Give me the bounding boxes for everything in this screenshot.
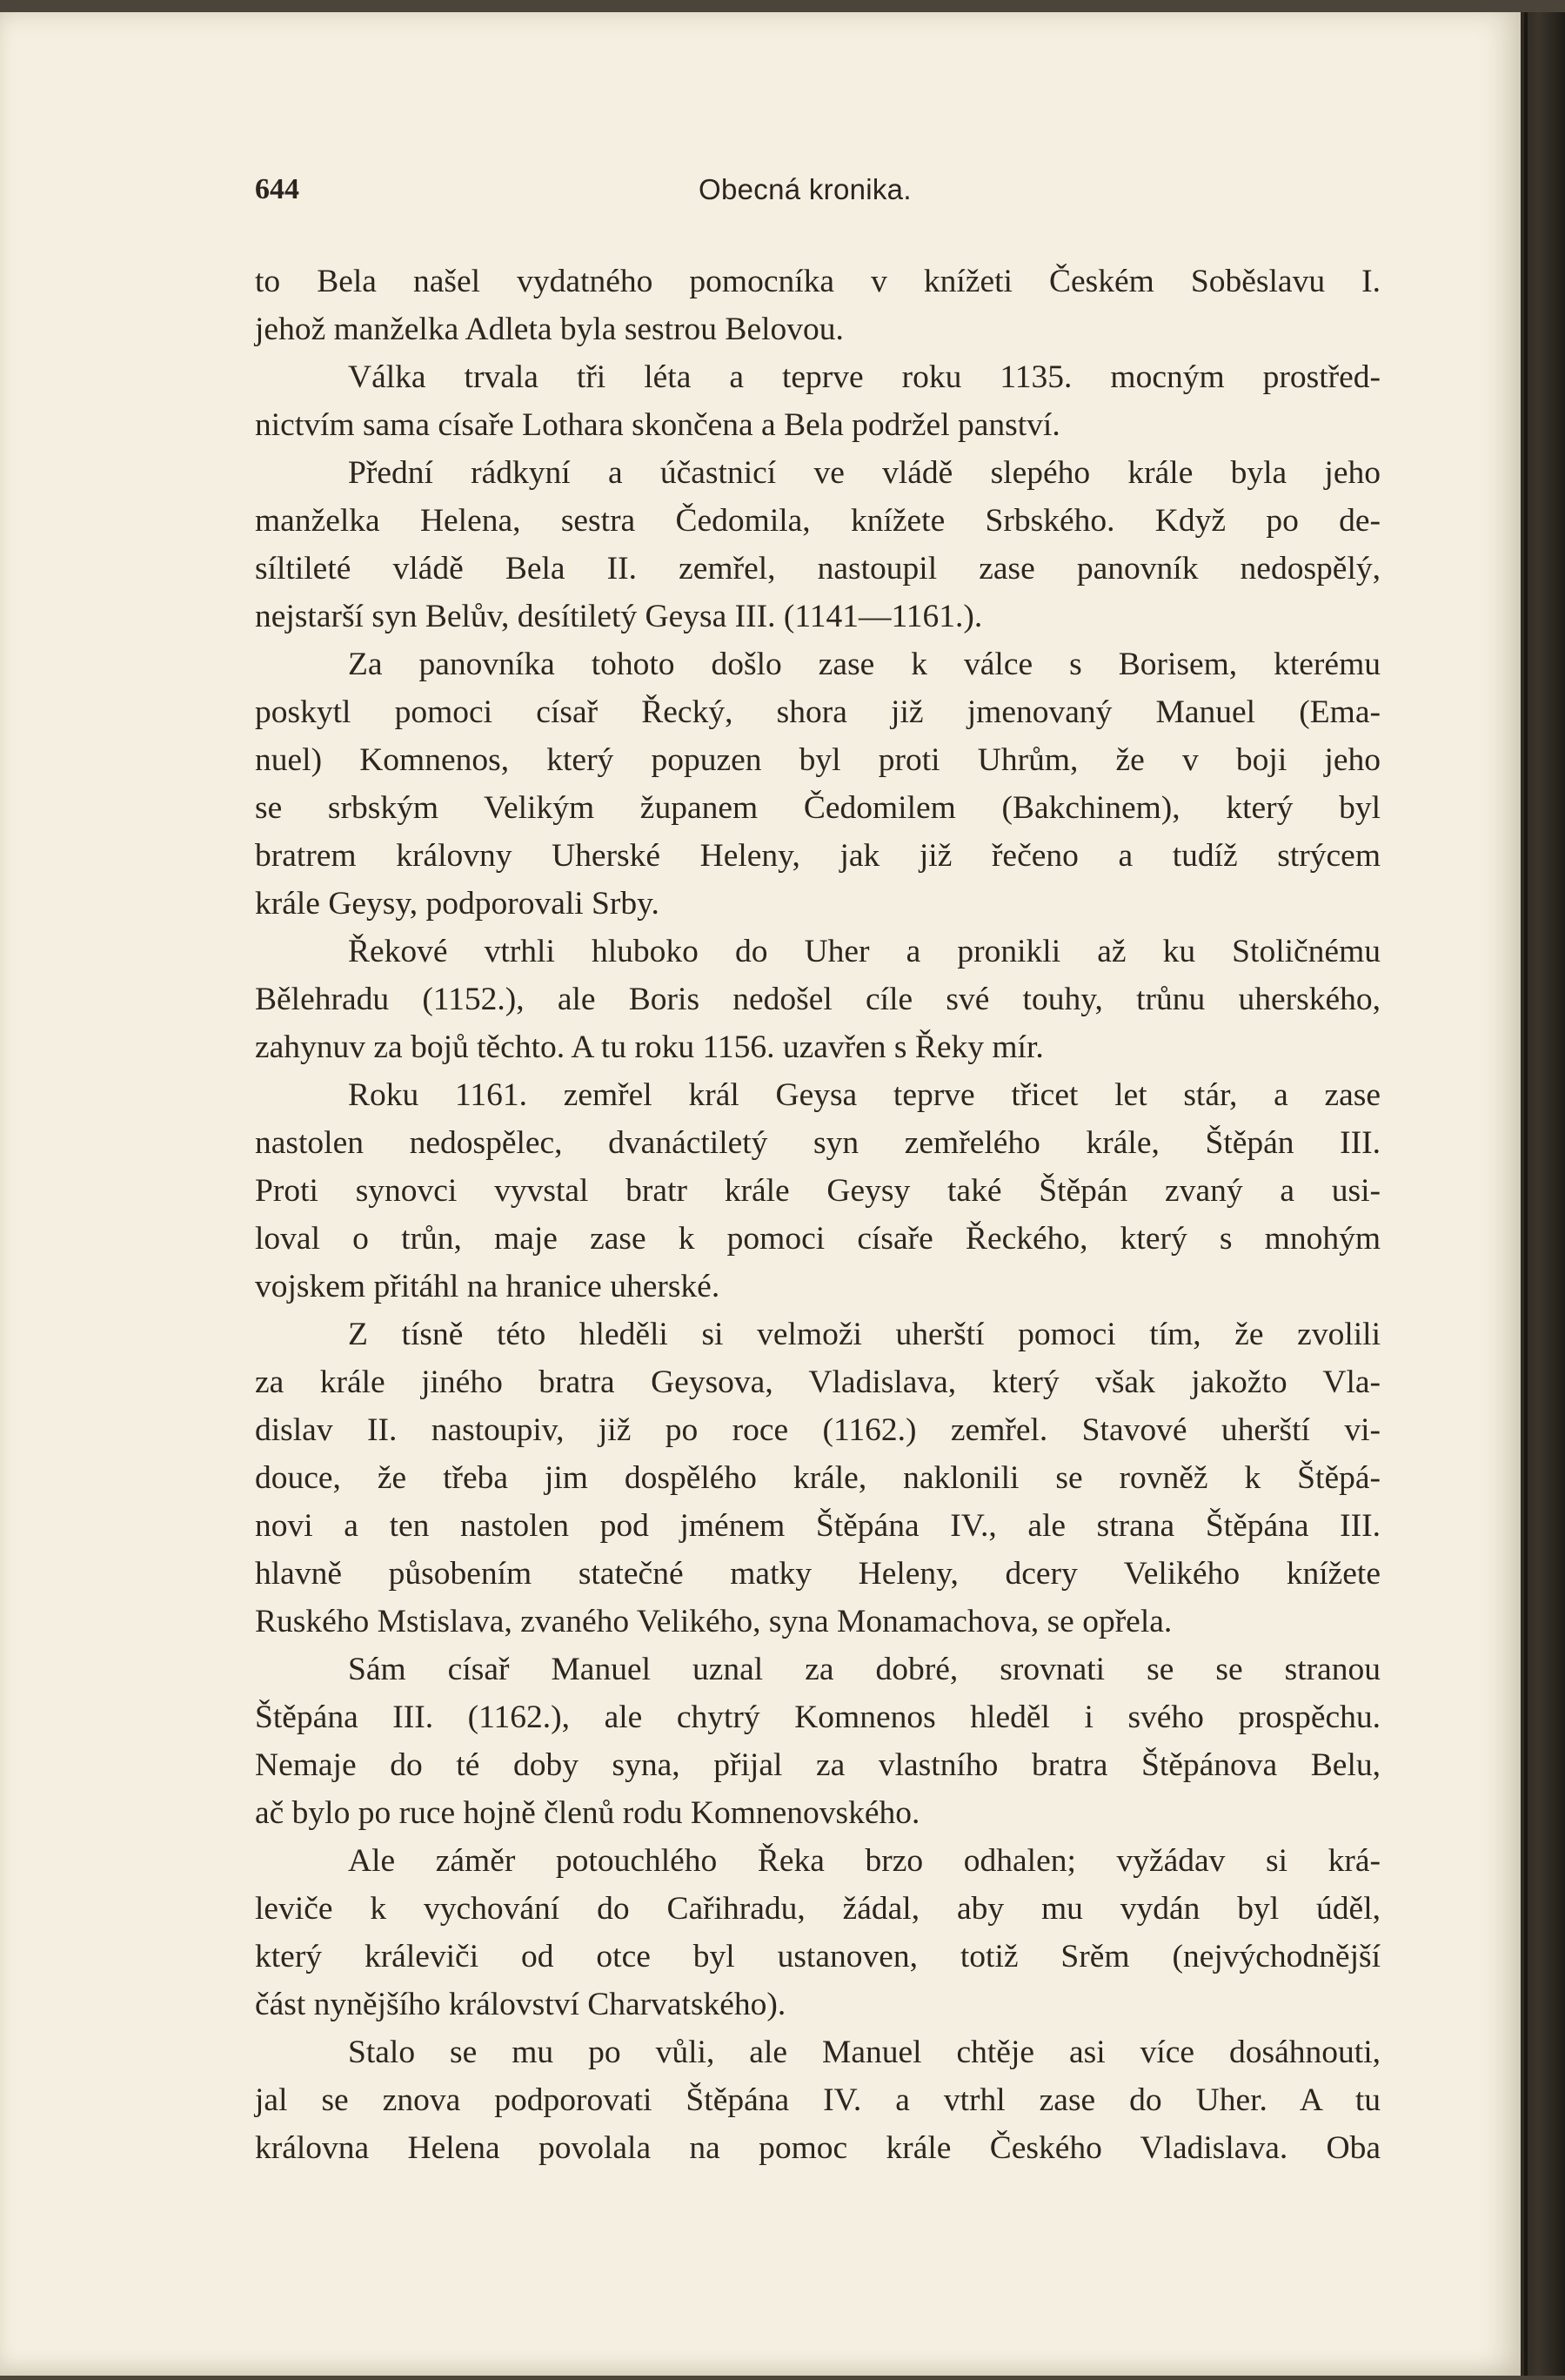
text-line: loval o trůn, maje zase k pomoci císaře Řeckého, který s mnohým — [255, 1221, 1381, 1257]
text-line: zahynuv za bojů těchto. A tu roku 1156. uzavřen s Řeky mír. — [255, 1029, 1044, 1065]
text-line: to Bela našel vydatného pomocníka v knížeti Českém Soběslavu I. — [255, 264, 1381, 299]
text-line: krále Geysy, podporovali Srby. — [255, 886, 659, 922]
running-head — [255, 169, 1386, 211]
text-line: za krále jiného bratra Geysova, Vladislava, který však jakožto Vla- — [255, 1364, 1381, 1400]
text-line: Sám císař Manuel uznal za dobré, srovnati se se stranou — [348, 1652, 1381, 1687]
text-line: královna Helena povolala na pomoc krále Českého Vladislava. Oba — [255, 2130, 1381, 2166]
text-line: Za panovníka tohoto došlo zase k válce s Borisem, kterému — [348, 647, 1381, 682]
text-line: nejstarší syn Belův, desítiletý Geysa III. (1141—1161.). — [255, 599, 983, 634]
text-line: nastolen nedospělec, dvanáctiletý syn zemřelého krále, Štěpán III. — [255, 1125, 1381, 1161]
text-line: Štěpána III. (1162.), ale chytrý Komnenos hleděl i svého prospěchu. — [255, 1700, 1381, 1735]
text-line: manželka Helena, sestra Čedomila, knížete Srbského. Když po de- — [255, 503, 1381, 539]
running-title: Obecná kronika. — [699, 173, 912, 205]
text-line: jal se znova podporovati Štěpána IV. a vtrhl zase do Uher. A tu — [255, 2082, 1381, 2118]
text-line: který králeviči od otce byl ustanoven, totiž Srěm (nejvýchodnější — [255, 1939, 1381, 1974]
text-line: Bělehradu (1152.), ale Boris nedošel cíle své touhy, trůnu uherského, — [255, 982, 1381, 1017]
body-text — [255, 258, 1381, 2172]
text-line: Řekové vtrhli hluboko do Uher a pronikli až ku Stoličnému — [348, 934, 1381, 969]
text-line: vojskem přitáhl na hranice uherské. — [255, 1269, 720, 1304]
text-line: jehož manželka Adleta byla sestrou Belovou. — [255, 312, 844, 347]
text-line: Ruského Mstislava, zvaného Velikého, syna Monamachova, se opřela. — [255, 1604, 1173, 1639]
text-line: síltileté vládě Bela II. zemřel, nastoupil zase panovník nedospělý, — [255, 551, 1381, 587]
text-line: ač bylo po ruce hojně členů rodu Komnenovského. — [255, 1795, 920, 1831]
text-line: Nemaje do té doby syna, přijal za vlastního bratra Štěpánova Belu, — [255, 1747, 1381, 1783]
text-line: Proti synovci vyvstal bratr krále Geysy také Štěpán zvaný a usi- — [255, 1173, 1381, 1209]
text-line: novi a ten nastolen pod jménem Štěpána IV., ale strana Štěpána III. — [255, 1508, 1381, 1544]
text-line: Stalo se mu po vůli, ale Manuel chtěje asi více dosáhnouti, — [348, 2035, 1381, 2070]
text-line: leviče k vychování do Cařihradu, žádal, aby mu vydán byl úděl, — [255, 1891, 1381, 1927]
text-line: nuel) Komnenos, který popuzen byl proti Uhrům, že v boji jeho — [255, 742, 1381, 778]
text-line: hlavně působením statečné matky Heleny, dcery Velikého knížete — [255, 1556, 1381, 1592]
page-number: 644 — [255, 173, 299, 205]
text-line: Z tísně této hleděli si velmoži uherští pomoci tím, že zvolili — [348, 1317, 1381, 1352]
text-line: bratrem královny Uherské Heleny, jak již řečeno a tudíž strýcem — [255, 838, 1381, 874]
binding-shadow-line — [1524, 12, 1528, 2376]
text-line: Ale záměr potouchlého Řeka brzo odhalen; vyžádav si krá- — [348, 1843, 1381, 1879]
text-line: douce, že třeba jim dospělého krále, naklonili se rovněž k Štěpá- — [255, 1460, 1381, 1496]
text-line: Roku 1161. zemřel král Geysa teprve třicet let stár, a zase — [348, 1077, 1381, 1113]
text-line: poskytl pomoci císař Řecký, shora již jmenovaný Manuel (Ema- — [255, 694, 1381, 730]
text-line: se srbským Velikým županem Čedomilem (Bakchinem), který byl — [255, 790, 1381, 826]
text-line: dislav II. nastoupiv, již po roce (1162.) zemřel. Stavové uherští vi- — [255, 1412, 1381, 1448]
text-line: nictvím sama císaře Lothara skončena a Bela podržel panství. — [255, 407, 1060, 443]
text-line: Přední rádkyní a účastnicí ve vládě slepého krále byla jeho — [348, 455, 1381, 491]
text-line: Válka trvala tři léta a teprve roku 1135. mocným prostřed- — [348, 359, 1381, 395]
text-line: část nynějšího království Charvatského). — [255, 1987, 786, 2022]
